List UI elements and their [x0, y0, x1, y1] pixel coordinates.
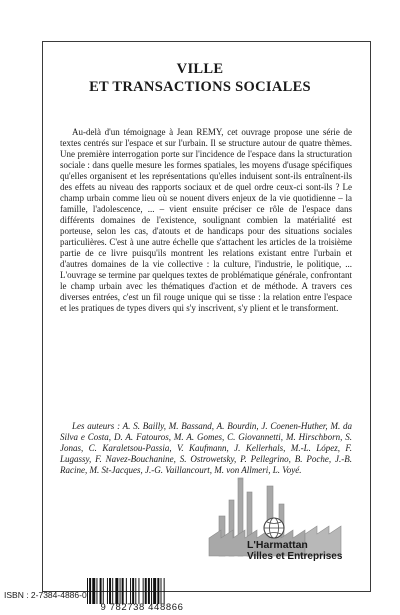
- summary-paragraph: Au-delà d'un témoignage à Jean REMY, cet ouvrage propose une série de textes centrés sur l'espace et sur l'urbain. Il se structure autour de quatre thèmes. Une première interrogation porte sur l'incidence de l'espace dans la structuration sociale : dans quelle mesure les formes spatiales, les moyens d'usage spécifiques qu'elles organisent et les représentations qu'elles induisent sont-ils entraînent-ils des effets au niveau des rapports sociaux et de quel ordre ceux-ci sont-ils ? Le champ urbain comme lieu où se nouent divers enjeux de la vie quotidienne – la famille, l'adolescence, ... – vient ensuite préciser ce rôle de l'espace dans différents domaines de l'existence, soulignant combien la matérialité est porteuse, selon les cas, d'atouts et de handicaps pour des situations sociales particulières. C'est à une autre échelle que s'attachent les articles de la troisième partie de ce livre puisqu'ils montrent les relations existant entre l'urbain et d'autres domaines de la vie collective : la culture, l'industrie, le politique, ... L'ouvrage se termine par quelques textes de problématique générale, confrontant le champ urbain avec les thématiques d'action et de méthode. A travers ces diverses entrées, c'est un fil rouge unique qui se tisse : la relation entre l'espace et les pratiques de types divers qui s'y inscrivent, s'y plient et le transforment.: [60, 127, 352, 313]
- barcode-number: 9 782738 448866: [100, 602, 184, 613]
- factory-skyline-logo: [207, 470, 357, 585]
- authors-paragraph: Les auteurs : A. S. Bailly, M. Bassand, A. Bourdin, J. Coenen-Huther, M. da Silva e Costa, D. A. Fatouros, M. A. Gomes, C. Giovannetti, M. Hirschborn, S. Jonas, C. Karaletsou-Passia, V. Kaufmann, J. Kellerhals, M.-L. López, F. Lugassy, F. Navez-Bouchanine, S. Ostrowetsky, P. Pellegrino, B. Poche, J.-B. Racine, M. St-Jacques, J.-G. Vaillancourt, M. von Allmeri, L. Voyé.: [60, 421, 352, 475]
- barcode: [87, 578, 199, 604]
- publisher-name: L'Harmattan: [247, 539, 308, 551]
- isbn-label: ISBN : 2-7384-4886-0: [4, 590, 87, 600]
- publisher-block: [247, 540, 357, 562]
- title-line-2: ET TRANSACTIONS SOCIALES: [89, 79, 311, 95]
- collection-name: Villes et Entreprises: [247, 551, 343, 562]
- book-title: [0, 60, 400, 96]
- title-line-1: VILLE: [176, 61, 224, 77]
- globe-icon: [264, 518, 284, 538]
